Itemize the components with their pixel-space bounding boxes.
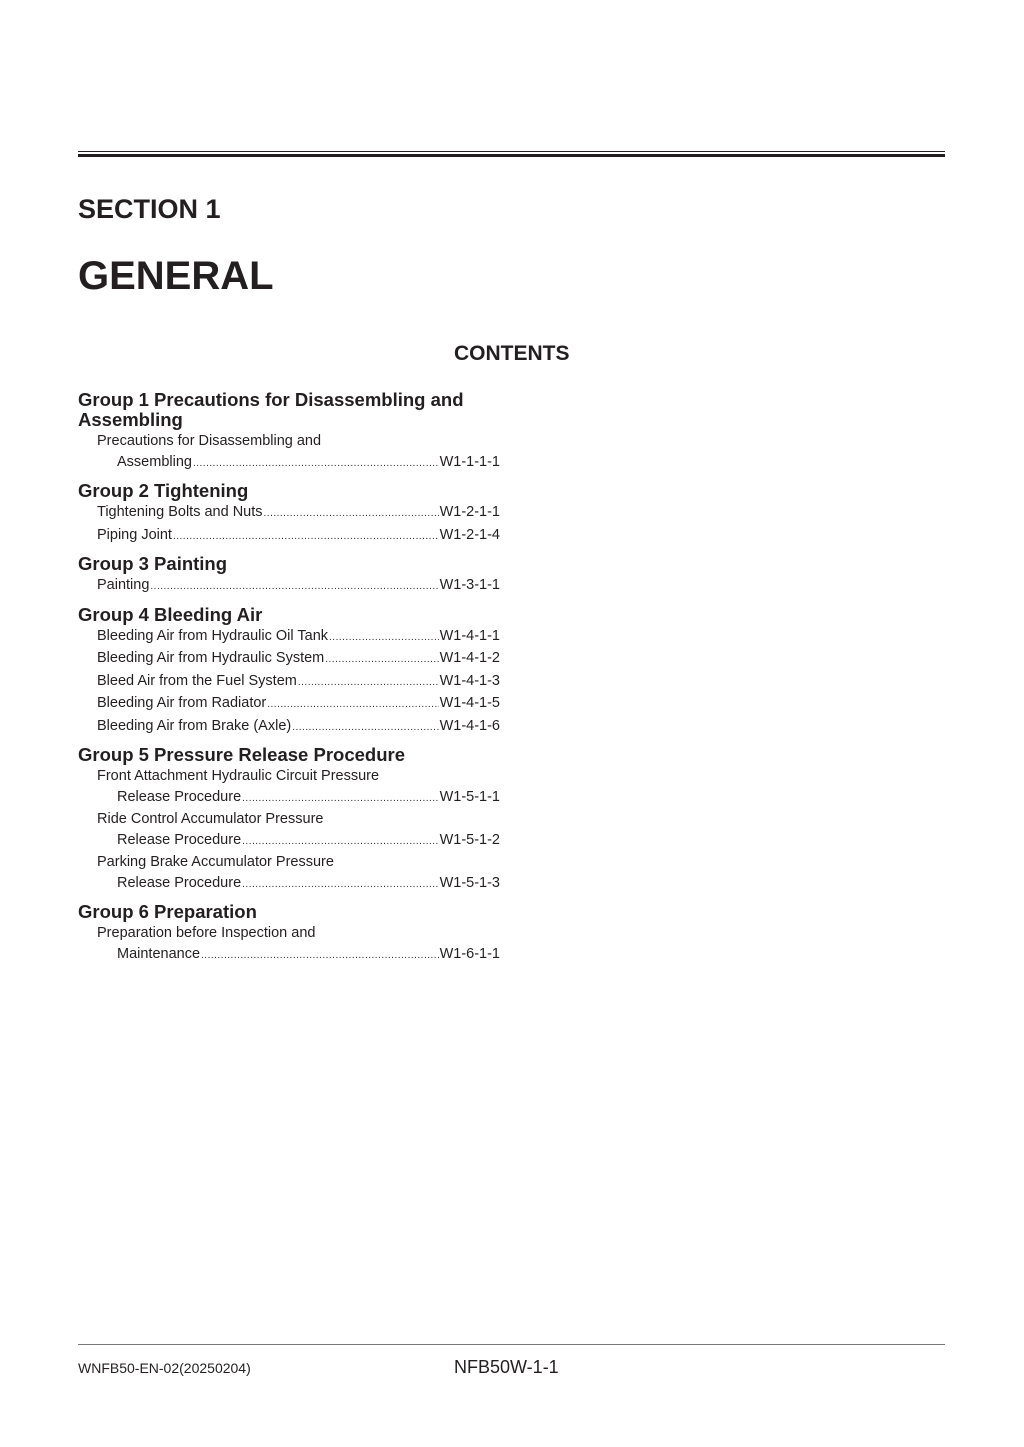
dot-leader	[201, 946, 439, 967]
table-of-contents	[78, 390, 500, 973]
entry-page: W1-5-1-3	[439, 874, 500, 891]
toc-entry[interactable]	[78, 852, 500, 895]
entry-page: W1-2-1-1	[439, 504, 500, 520]
toc-group-4	[78, 605, 500, 739]
entry-text: Bleeding Air from Brake (Axle)	[97, 717, 292, 734]
entry-page: W1-3-1-1	[439, 577, 500, 593]
toc-entry[interactable]	[78, 502, 500, 525]
group-title[interactable]: Group 3 Painting	[78, 553, 228, 574]
dot-leader	[298, 673, 439, 694]
dot-leader	[267, 695, 438, 716]
toc-entry[interactable]	[78, 693, 500, 716]
toc-entry[interactable]	[78, 648, 500, 671]
dot-leader	[242, 832, 438, 853]
entry-page: W1-4-1-5	[439, 695, 500, 711]
entry-text-line1: Preparation before Inspection and	[97, 925, 316, 941]
dot-leader	[193, 454, 439, 475]
toc-group-3	[78, 554, 500, 598]
dot-leader	[242, 789, 438, 810]
group-title-line2: Assembling	[78, 409, 183, 430]
group-title[interactable]: Group 4 Bleeding Air	[78, 603, 263, 625]
entry-text-line1: Parking Brake Accumulator Pressure	[97, 854, 334, 870]
group-title-line1: Group 1 Precautions for Disassembling and	[78, 389, 464, 410]
toc-group-1	[78, 390, 500, 474]
entry-text-line2: Maintenance	[117, 945, 201, 962]
entry-text-line1: Precautions for Disassembling and	[97, 433, 322, 449]
entry-text: Bleeding Air from Radiator	[97, 695, 267, 711]
dot-leader	[173, 527, 439, 548]
group-title[interactable]	[78, 390, 500, 430]
dot-leader	[325, 650, 438, 671]
entry-text: Bleeding Air from Hydraulic System	[97, 650, 325, 666]
entry-page: W1-4-1-6	[439, 717, 500, 734]
contents-heading: CONTENTS	[454, 342, 570, 365]
entry-page: W1-5-1-1	[439, 788, 500, 805]
entry-page: W1-4-1-1	[439, 627, 500, 644]
toc-entry[interactable]	[78, 626, 500, 649]
entry-page: W1-4-1-3	[439, 672, 500, 689]
entry-page: W1-1-1-1	[439, 453, 500, 470]
group-title[interactable]: Group 6 Preparation	[78, 901, 257, 922]
toc-group-2	[78, 481, 500, 547]
footer-rule	[78, 1344, 945, 1345]
group-title[interactable]: Group 5 Pressure Release Procedure	[78, 744, 405, 765]
entry-text: Piping Joint	[97, 526, 172, 543]
entry-text-line2: Release Procedure	[117, 788, 242, 805]
dot-leader	[329, 628, 439, 649]
entry-text: Bleed Air from the Fuel System	[97, 672, 297, 689]
toc-entry[interactable]	[78, 575, 500, 598]
toc-entry[interactable]	[78, 766, 500, 809]
toc-entry[interactable]	[78, 431, 500, 474]
toc-group-6	[78, 902, 500, 966]
entry-page: W1-2-1-4	[439, 526, 500, 543]
entry-page: W1-5-1-2	[439, 831, 500, 848]
toc-entry[interactable]	[78, 923, 500, 966]
section-title: GENERAL	[78, 254, 274, 298]
group-title[interactable]: Group 2 Tightening	[78, 480, 249, 501]
toc-entry[interactable]	[78, 716, 500, 739]
toc-entry[interactable]	[78, 809, 500, 852]
page-number: NFB50W-1-1	[454, 1357, 559, 1377]
entry-text-line2: Assembling	[117, 453, 192, 470]
toc-entry[interactable]	[78, 671, 500, 694]
entry-text-line2: Release Procedure	[117, 874, 242, 891]
dot-leader	[292, 718, 438, 739]
entry-text: Painting	[97, 577, 150, 593]
toc-entry[interactable]	[78, 525, 500, 548]
dot-leader	[150, 577, 438, 598]
dot-leader	[264, 504, 439, 525]
entry-text: Tightening Bolts and Nuts	[97, 504, 263, 520]
entry-text-line1: Front Attachment Hydraulic Circuit Pressure	[97, 768, 380, 784]
document-code: WNFB50-EN-02(20250204)	[78, 1360, 251, 1376]
dot-leader	[242, 875, 438, 896]
entry-text: Bleeding Air from Hydraulic Oil Tank	[97, 627, 329, 644]
top-rule-thin	[78, 151, 945, 152]
toc-group-5	[78, 745, 500, 895]
top-rule-thick	[78, 154, 945, 157]
entry-page: W1-6-1-1	[439, 945, 500, 962]
entry-text-line2: Release Procedure	[117, 831, 242, 848]
entry-page: W1-4-1-2	[439, 650, 500, 666]
entry-text-line1: Ride Control Accumulator Pressure	[97, 811, 324, 827]
section-label: SECTION 1	[78, 194, 221, 224]
